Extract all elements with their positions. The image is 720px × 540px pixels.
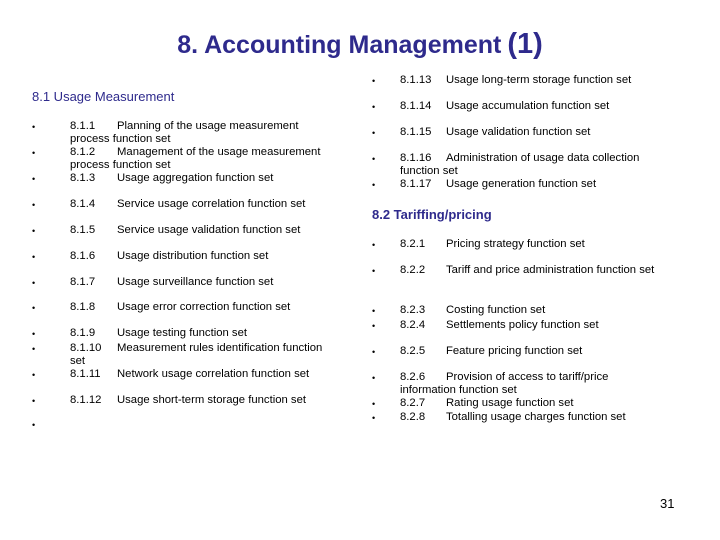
item-code: 8.1.9 xyxy=(70,327,96,339)
bullet: • xyxy=(32,148,36,158)
item-description: Usage generation function set xyxy=(446,178,597,190)
item-code: 8.2.2 xyxy=(400,264,426,276)
bullet: • xyxy=(372,180,376,190)
item-code: 8.1.5 xyxy=(70,224,96,236)
bullet: • xyxy=(32,370,36,380)
item-code: 8.1.8 xyxy=(70,301,96,313)
bullet: • xyxy=(32,226,36,236)
bullet: • xyxy=(32,303,36,313)
item-code: 8.1.16 xyxy=(400,152,432,164)
bullet: • xyxy=(32,344,36,354)
item-description: Usage validation function set xyxy=(446,126,591,138)
slide-title xyxy=(0,28,720,61)
item-code: 8.1.6 xyxy=(70,250,96,262)
item-description: Rating usage function set xyxy=(446,397,574,409)
bullet: • xyxy=(372,399,376,409)
item-description: Usage accumulation function set xyxy=(446,100,610,112)
bullet: • xyxy=(372,373,376,383)
item-description: Administration of usage data collection xyxy=(446,152,640,164)
item-code: 8.1.17 xyxy=(400,178,432,190)
bullet: • xyxy=(372,321,376,331)
item-description: Usage testing function set xyxy=(117,327,247,339)
bullet: • xyxy=(32,396,36,406)
item-description-continued: set xyxy=(70,355,86,367)
bullet: • xyxy=(372,102,376,112)
item-description: Pricing strategy function set xyxy=(446,238,585,250)
item-description: Usage distribution function set xyxy=(117,250,269,262)
item-code: 8.1.12 xyxy=(70,394,102,406)
item-code: 8.2.1 xyxy=(400,238,426,250)
item-code: 8.1.10 xyxy=(70,342,102,354)
bullet: • xyxy=(32,329,36,339)
item-code: 8.1.11 xyxy=(70,368,101,380)
item-description: Service usage correlation function set xyxy=(117,198,306,210)
bullet: • xyxy=(372,154,376,164)
bullet: • xyxy=(372,347,376,357)
item-description: Service usage validation function set xyxy=(117,224,301,236)
item-description: Usage short-term storage function set xyxy=(117,394,306,406)
bullet: • xyxy=(32,278,36,288)
item-code: 8.1.13 xyxy=(400,74,432,86)
bullet: • xyxy=(32,420,36,430)
title-number: (1) xyxy=(507,28,543,60)
bullet: • xyxy=(372,128,376,138)
item-description: Usage long-term storage function set xyxy=(446,74,632,86)
bullet: • xyxy=(372,266,376,276)
item-code: 8.1.3 xyxy=(70,172,96,184)
item-code: 8.1.2 xyxy=(70,146,96,158)
item-description: Usage surveillance function set xyxy=(117,276,274,288)
bullet: • xyxy=(32,252,36,262)
bullet: • xyxy=(32,200,36,210)
item-description: Usage error correction function set xyxy=(117,301,291,313)
item-code: 8.1.14 xyxy=(400,100,432,112)
item-code: 8.1.4 xyxy=(70,198,96,210)
bullet: • xyxy=(372,413,376,423)
item-code: 8.2.8 xyxy=(400,411,426,423)
item-code: 8.1.15 xyxy=(400,126,432,138)
item-code: 8.1.7 xyxy=(70,276,96,288)
bullet: • xyxy=(32,174,36,184)
item-description: Provision of access to tariff/price xyxy=(446,371,609,383)
item-description: Tariff and price administration function set xyxy=(446,264,655,276)
item-code: 8.2.4 xyxy=(400,319,426,331)
item-description-continued: information function set xyxy=(400,384,517,396)
item-description-continued: process function set xyxy=(70,159,171,171)
item-code: 8.1.1 xyxy=(70,120,96,132)
item-description: Measurement rules identification function xyxy=(117,342,323,354)
item-description: Usage aggregation function set xyxy=(117,172,274,184)
page-number: 31 xyxy=(660,496,675,511)
item-description: Management of the usage measurement xyxy=(117,146,321,158)
item-description: Planning of the usage measurement xyxy=(117,120,299,132)
bullet: • xyxy=(32,122,36,132)
item-description: Settlements policy function set xyxy=(446,319,599,331)
item-description-continued: process function set xyxy=(70,133,171,145)
bullet: • xyxy=(372,306,376,316)
section-heading-8-1: 8.1 Usage Measurement xyxy=(32,89,175,104)
bullet: • xyxy=(372,240,376,250)
item-code: 8.2.7 xyxy=(400,397,426,409)
item-code: 8.2.5 xyxy=(400,345,426,357)
item-description: Costing function set xyxy=(446,304,546,316)
item-description-continued: function set xyxy=(400,165,458,177)
item-description: Feature pricing function set xyxy=(446,345,583,357)
bullet: • xyxy=(372,76,376,86)
item-code: 8.2.3 xyxy=(400,304,426,316)
item-description: Totalling usage charges function set xyxy=(446,411,626,423)
section-heading-8-2: 8.2 Tariffing/pricing xyxy=(372,207,492,222)
item-code: 8.2.6 xyxy=(400,371,426,383)
title-text: 8. Accounting Management xyxy=(177,31,502,59)
item-description: Network usage correlation function set xyxy=(117,368,310,380)
